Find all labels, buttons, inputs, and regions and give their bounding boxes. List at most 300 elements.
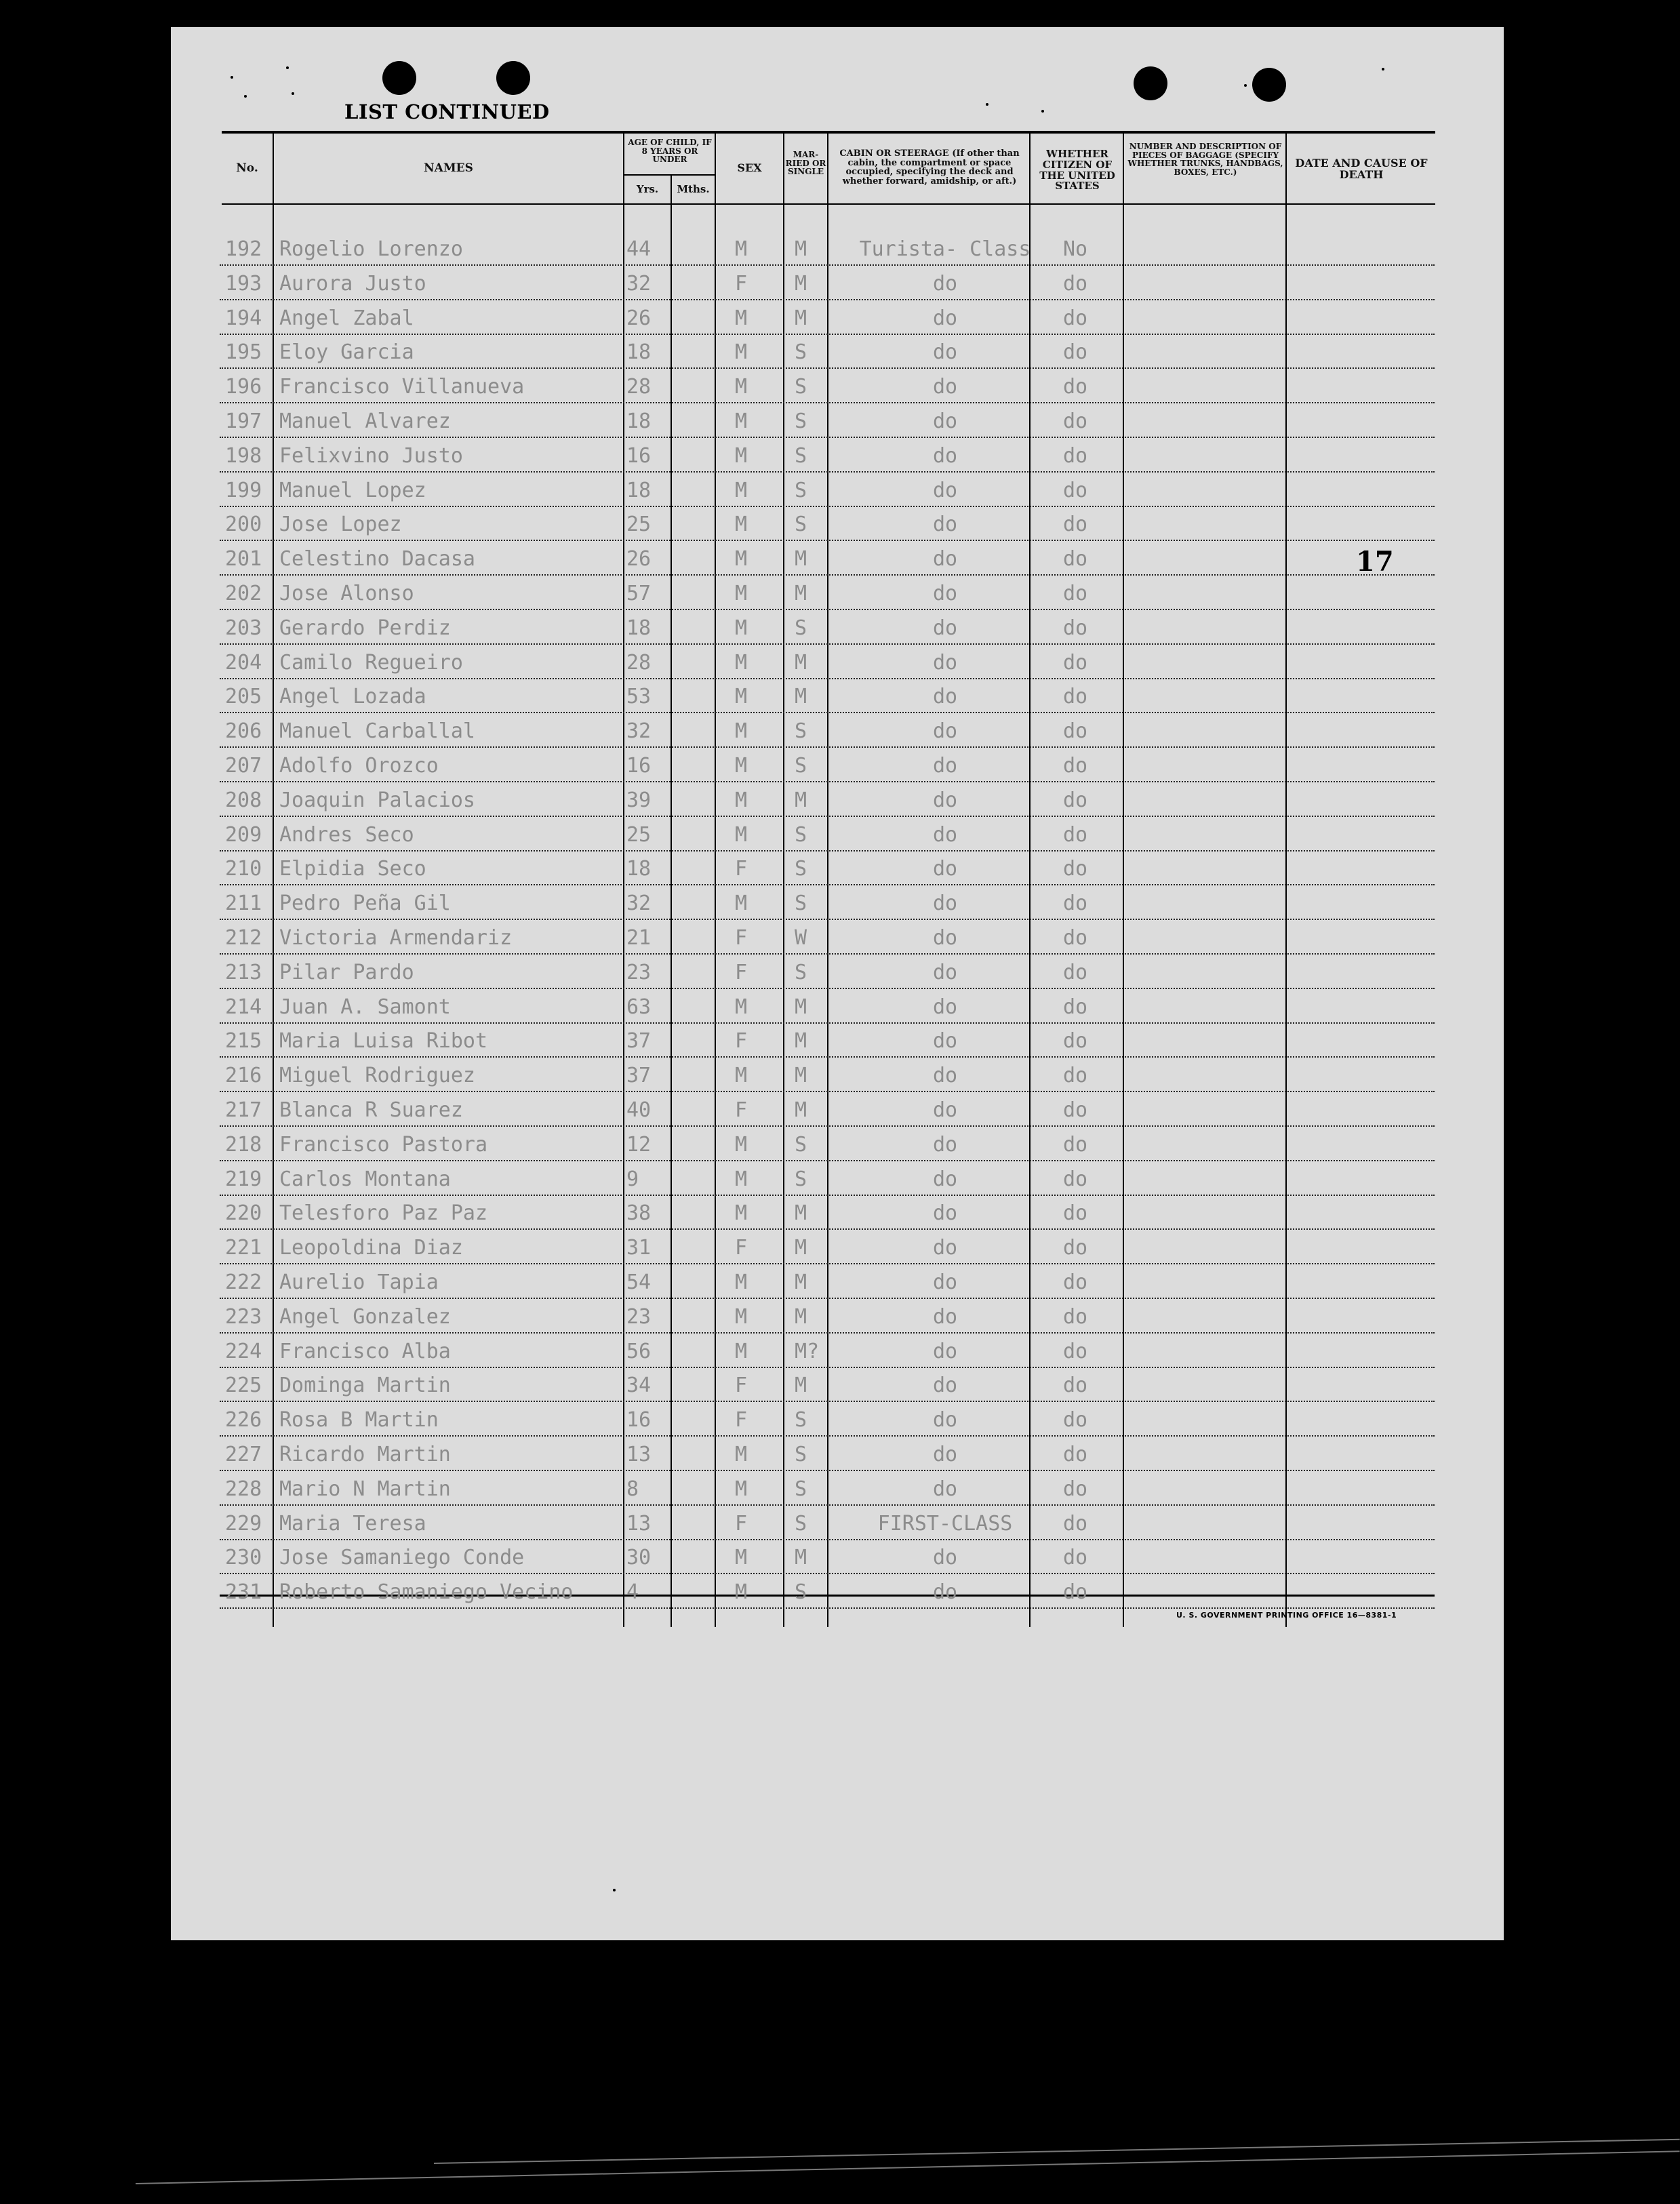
table-row — [220, 1574, 1435, 1609]
table-row — [220, 368, 1435, 403]
citizen-status: do — [1062, 1098, 1088, 1122]
sex-value: F — [735, 1236, 748, 1260]
passenger-name: Eloy Garcia — [279, 340, 414, 365]
sex-value: M — [735, 1304, 748, 1329]
cabin-class: do — [932, 478, 958, 502]
citizen-status: do — [1062, 960, 1088, 984]
age-years: 18 — [626, 857, 652, 881]
age-years: 23 — [626, 1304, 652, 1329]
passenger-name: Dominga Martin — [279, 1374, 451, 1398]
age-years: 21 — [626, 926, 652, 950]
passenger-name: Elpidia Seco — [279, 857, 426, 881]
passenger-name: Jose Alonso — [279, 582, 414, 605]
col-yrs-header: Yrs. — [636, 183, 659, 195]
marital-status: S — [795, 1408, 807, 1432]
passenger-name: Francisco Alba — [279, 1339, 451, 1363]
passenger-name: Gerardo Perdiz — [279, 616, 451, 640]
col-age-header: AGE OF CHILD, IF 8 YEARS OR UNDER — [628, 138, 712, 165]
age-years: 18 — [626, 409, 652, 433]
age-years: 23 — [626, 960, 652, 984]
row-number: 218 — [225, 1132, 262, 1157]
citizen-status: do — [1062, 1477, 1088, 1501]
age-years: 8 — [626, 1477, 639, 1501]
citizen-status: do — [1062, 340, 1088, 365]
cabin-class: do — [932, 582, 958, 605]
passenger-name: Angel Lozada — [279, 685, 426, 709]
cabin-class: do — [932, 1201, 958, 1226]
table-row — [220, 300, 1435, 335]
passenger-name: Pedro Peña Gil — [279, 891, 451, 916]
citizen-status: do — [1062, 478, 1088, 502]
table-row — [220, 919, 1435, 955]
row-number: 222 — [225, 1270, 262, 1294]
age-years: 56 — [626, 1339, 652, 1363]
col-mths-header: Mths. — [677, 183, 710, 195]
passenger-name: Felixvino Justo — [279, 443, 463, 468]
citizen-status: do — [1062, 306, 1088, 330]
col-cabin-header: CABIN OR STEERAGE (If other than cabin, the compartment or space occupied, specifying the deck and whether forward, amidship, or aft.) — [839, 148, 1020, 186]
table-row — [220, 713, 1435, 748]
age-years: 12 — [626, 1132, 652, 1157]
cabin-class: do — [932, 1029, 958, 1054]
passenger-name: Carlos Montana — [279, 1167, 451, 1191]
marital-status: M — [795, 995, 807, 1019]
cabin-class: do — [932, 1339, 958, 1363]
age-years: 32 — [626, 719, 652, 744]
table-row — [220, 1539, 1435, 1574]
sex-value: M — [735, 1477, 748, 1501]
sex-value: M — [735, 306, 748, 330]
marital-status: S — [795, 754, 807, 778]
sex-value: F — [735, 1511, 748, 1536]
marital-status: M — [795, 547, 807, 572]
age-years: 32 — [626, 891, 652, 916]
passenger-name: Camilo Regueiro — [279, 650, 463, 675]
cabin-class: do — [932, 375, 958, 399]
cabin-class: do — [932, 960, 958, 984]
table-row — [220, 231, 1435, 266]
sex-value: F — [735, 271, 748, 296]
sex-value: M — [735, 478, 748, 502]
citizen-status: do — [1062, 1580, 1088, 1605]
citizen-status: do — [1062, 1304, 1088, 1329]
table-row — [220, 1126, 1435, 1161]
row-number: 210 — [225, 857, 262, 881]
passenger-name: Angel Zabal — [279, 306, 414, 330]
passenger-name: Manuel Lopez — [279, 478, 426, 502]
marital-status: S — [795, 409, 807, 433]
citizen-status: do — [1062, 443, 1088, 468]
marital-status: M — [795, 1029, 807, 1054]
passenger-name: Maria Luisa Ribot — [279, 1029, 488, 1054]
row-number: 226 — [225, 1408, 262, 1432]
row-number: 213 — [225, 960, 262, 984]
cabin-class: do — [932, 271, 958, 296]
marital-status: M — [795, 1270, 807, 1294]
table-row — [220, 506, 1435, 541]
citizen-status: do — [1062, 822, 1088, 847]
citizen-status: do — [1062, 1339, 1088, 1363]
citizen-status: do — [1062, 1064, 1088, 1088]
marital-status: M — [795, 788, 807, 812]
citizen-status: do — [1062, 1374, 1088, 1398]
row-number: 219 — [225, 1167, 262, 1191]
row-number: 215 — [225, 1029, 262, 1054]
citizen-status: do — [1062, 995, 1088, 1019]
col-sex-header: SEX — [737, 161, 762, 174]
row-number: 228 — [225, 1477, 262, 1501]
table-row — [220, 1264, 1435, 1299]
citizen-status: do — [1062, 375, 1088, 399]
cabin-class: do — [932, 822, 958, 847]
punch-hole — [496, 61, 530, 95]
age-years: 4 — [626, 1580, 639, 1605]
sex-value: F — [735, 960, 748, 984]
marital-status: S — [795, 1511, 807, 1536]
table-row — [220, 609, 1435, 645]
sex-value: M — [735, 891, 748, 916]
age-years: 63 — [626, 995, 652, 1019]
marital-status: M — [795, 650, 807, 675]
marital-status: M — [795, 1236, 807, 1260]
table-row — [220, 403, 1435, 438]
citizen-status: do — [1062, 1029, 1088, 1054]
cabin-class: do — [932, 1374, 958, 1398]
cabin-class: do — [932, 995, 958, 1019]
cabin-class: do — [932, 306, 958, 330]
marital-status: S — [795, 891, 807, 916]
table-row — [220, 1091, 1435, 1127]
table-row — [220, 816, 1435, 851]
citizen-status: do — [1062, 650, 1088, 675]
sex-value: M — [735, 1443, 748, 1466]
marital-status: S — [795, 719, 807, 744]
age-years: 13 — [626, 1443, 652, 1466]
age-years: 44 — [626, 237, 652, 261]
marital-status: M — [795, 1201, 807, 1226]
sex-value: M — [735, 685, 748, 709]
col-death-header: DATE AND CAUSE OF DEATH — [1295, 157, 1428, 181]
sex-value: M — [735, 443, 748, 468]
sex-value: M — [735, 547, 748, 572]
row-number: 194 — [225, 306, 262, 330]
table-row — [220, 575, 1435, 610]
sex-value: M — [735, 1201, 748, 1226]
passenger-name: Miguel Rodriguez — [279, 1064, 475, 1088]
sex-value: M — [735, 1132, 748, 1157]
row-number: 220 — [225, 1201, 262, 1226]
age-years: 54 — [626, 1270, 652, 1294]
age-years: 18 — [626, 616, 652, 640]
cabin-class: do — [932, 443, 958, 468]
passenger-name: Angel Gonzalez — [279, 1304, 451, 1329]
marital-status: S — [795, 616, 807, 640]
cabin-class: do — [932, 891, 958, 916]
marital-status: M — [795, 306, 807, 330]
cabin-class: do — [932, 719, 958, 744]
cabin-class: do — [932, 1167, 958, 1191]
sex-value: M — [735, 375, 748, 399]
marital-status: W — [795, 926, 807, 950]
table-row — [220, 1298, 1435, 1334]
table-row — [220, 334, 1435, 369]
age-years: 18 — [626, 340, 652, 365]
age-years: 18 — [626, 478, 652, 502]
row-number: 199 — [225, 478, 262, 502]
cabin-class: do — [932, 1132, 958, 1157]
marital-status: M — [795, 582, 807, 605]
row-number: 212 — [225, 926, 262, 950]
age-years: 28 — [626, 650, 652, 675]
table-row — [220, 265, 1435, 300]
row-number: 200 — [225, 513, 262, 537]
row-number: 196 — [225, 375, 262, 399]
age-years: 31 — [626, 1236, 652, 1260]
sex-value: F — [735, 1029, 748, 1054]
marital-status: M — [795, 237, 807, 261]
age-years: 30 — [626, 1546, 652, 1570]
marital-status: S — [795, 960, 807, 984]
sex-value: M — [735, 582, 748, 605]
table-row — [220, 1229, 1435, 1264]
sex-value: M — [735, 1546, 748, 1570]
table-row — [220, 1333, 1435, 1368]
citizen-status: No — [1062, 237, 1088, 261]
sex-value: F — [735, 926, 748, 950]
sex-value: M — [735, 1167, 748, 1191]
passenger-name: Francisco Villanueva — [279, 375, 525, 399]
passenger-name: Juan A. Samont — [279, 995, 451, 1019]
passenger-name: Manuel Alvarez — [279, 409, 451, 433]
cabin-class: do — [932, 1443, 958, 1466]
punch-hole — [1252, 68, 1286, 102]
passenger-name: Victoria Armendariz — [279, 926, 513, 950]
passenger-name: Francisco Pastora — [279, 1132, 488, 1157]
table-row — [220, 1436, 1435, 1471]
citizen-status: do — [1062, 1167, 1088, 1191]
marital-status: S — [795, 375, 807, 399]
citizen-status: do — [1062, 1270, 1088, 1294]
cabin-class: do — [932, 1408, 958, 1432]
age-years: 28 — [626, 375, 652, 399]
marital-status: S — [795, 443, 807, 468]
age-years: 16 — [626, 443, 652, 468]
marital-status: S — [795, 1132, 807, 1157]
sex-value: M — [735, 1580, 748, 1605]
marital-status: S — [795, 857, 807, 881]
marital-status: S — [795, 1167, 807, 1191]
sex-value: F — [735, 1098, 748, 1122]
citizen-status: do — [1062, 1408, 1088, 1432]
marital-status: S — [795, 340, 807, 365]
marital-status: M — [795, 1098, 807, 1122]
age-years: 26 — [626, 306, 652, 330]
punch-hole — [1134, 66, 1167, 100]
citizen-status: do — [1062, 754, 1088, 778]
passenger-name: Pilar Pardo — [279, 960, 414, 984]
marital-status: M — [795, 271, 807, 296]
table-row — [220, 1470, 1435, 1506]
sex-value: M — [735, 822, 748, 847]
cabin-class: do — [932, 788, 958, 812]
cabin-class: do — [932, 1064, 958, 1088]
sex-value: M — [735, 754, 748, 778]
row-number: 193 — [225, 271, 262, 296]
citizen-status: do — [1062, 788, 1088, 812]
row-number: 211 — [225, 891, 262, 916]
passenger-name: Rosa B Martin — [279, 1408, 439, 1432]
sex-value: M — [735, 719, 748, 744]
row-number: 197 — [225, 409, 262, 433]
passenger-name: Mario N Martin — [279, 1477, 451, 1501]
cabin-class: do — [932, 409, 958, 433]
cabin-class: do — [932, 685, 958, 709]
age-years: 40 — [626, 1098, 652, 1122]
citizen-status: do — [1062, 685, 1088, 709]
row-number: 216 — [225, 1064, 262, 1088]
table-row — [220, 1505, 1435, 1540]
citizen-status: do — [1062, 1132, 1088, 1157]
passenger-name: Andres Seco — [279, 822, 414, 847]
cabin-class: do — [932, 1098, 958, 1122]
table-row — [220, 540, 1435, 576]
table-row — [220, 1401, 1435, 1437]
marital-status: M — [795, 1546, 807, 1570]
manifest-sheet — [171, 27, 1504, 1940]
printer-mark: U. S. GOVERNMENT PRINTING OFFICE 16—8381-1 — [1176, 1611, 1397, 1620]
table-row — [220, 1195, 1435, 1230]
age-years: 25 — [626, 513, 652, 537]
citizen-status: do — [1062, 857, 1088, 881]
citizen-status: do — [1062, 547, 1088, 572]
sex-value: M — [735, 650, 748, 675]
sex-value: M — [735, 237, 748, 261]
passenger-name: Telesforo Paz Paz — [279, 1201, 488, 1226]
citizen-status: do — [1062, 1443, 1088, 1466]
sex-value: M — [735, 788, 748, 812]
cabin-class: do — [932, 1270, 958, 1294]
age-years: 53 — [626, 685, 652, 709]
sex-value: F — [735, 1374, 748, 1398]
table-row — [220, 782, 1435, 817]
row-number: 192 — [225, 237, 262, 261]
marital-status: M — [795, 1064, 807, 1088]
sex-value: M — [735, 1339, 748, 1363]
passenger-name: Jose Lopez — [279, 513, 402, 537]
punch-hole — [382, 61, 416, 95]
citizen-status: do — [1062, 1511, 1088, 1536]
row-number: 230 — [225, 1546, 262, 1570]
cabin-class: do — [932, 650, 958, 675]
marital-status: S — [795, 478, 807, 502]
cabin-class: do — [932, 547, 958, 572]
row-number: 208 — [225, 788, 262, 812]
citizen-status: do — [1062, 616, 1088, 640]
sex-value: M — [735, 409, 748, 433]
col-names-header: NAMES — [424, 161, 473, 175]
marital-status: S — [795, 1477, 807, 1501]
cabin-class: do — [932, 857, 958, 881]
passenger-name: Ricardo Martin — [279, 1443, 451, 1466]
sex-value: M — [735, 995, 748, 1019]
citizen-status: do — [1062, 1201, 1088, 1226]
citizen-status: do — [1062, 1546, 1088, 1570]
row-number: 223 — [225, 1304, 262, 1329]
marital-status: S — [795, 1580, 807, 1605]
sex-value: M — [735, 513, 748, 537]
table-row — [220, 1367, 1435, 1402]
table-row — [220, 1022, 1435, 1058]
marital-status: S — [795, 513, 807, 537]
col-married-header: MAR-RIED OR SINGLE — [785, 150, 826, 177]
cabin-class: do — [932, 513, 958, 537]
age-years: 9 — [626, 1167, 639, 1191]
passenger-name: Joaquin Palacios — [279, 788, 475, 812]
row-number: 227 — [225, 1443, 262, 1466]
age-years: 16 — [626, 1408, 652, 1432]
row-number: 204 — [225, 650, 262, 675]
passenger-name: Aurora Justo — [279, 271, 426, 296]
row-number: 203 — [225, 616, 262, 640]
row-number: 205 — [225, 685, 262, 709]
table-row — [220, 437, 1435, 473]
header-bottom-rule — [222, 203, 1435, 205]
row-number: 207 — [225, 754, 262, 778]
sex-value: F — [735, 1408, 748, 1432]
cabin-class: do — [932, 1546, 958, 1570]
sex-value: F — [735, 857, 748, 881]
citizen-status: do — [1062, 271, 1088, 296]
row-number: 225 — [225, 1374, 262, 1398]
passenger-name: Leopoldina Diaz — [279, 1236, 463, 1260]
list-heading: LIST CONTINUED — [344, 100, 550, 123]
row-number: 198 — [225, 443, 262, 468]
age-years: 57 — [626, 582, 652, 605]
page-number: 17 — [1356, 546, 1394, 578]
table-row — [220, 678, 1435, 713]
citizen-status: do — [1062, 719, 1088, 744]
age-years: 26 — [626, 547, 652, 572]
table-row — [220, 850, 1435, 885]
cabin-class: do — [932, 340, 958, 365]
age-years: 38 — [626, 1201, 652, 1226]
row-number: 195 — [225, 340, 262, 365]
citizen-status: do — [1062, 409, 1088, 433]
age-years: 16 — [626, 754, 652, 778]
table-row — [220, 644, 1435, 679]
age-years: 25 — [626, 822, 652, 847]
marital-status: S — [795, 822, 807, 847]
marital-status: M? — [795, 1339, 820, 1363]
cabin-class: do — [932, 1304, 958, 1329]
sex-value: M — [735, 616, 748, 640]
citizen-status: do — [1062, 1236, 1088, 1260]
passenger-name: Adolfo Orozco — [279, 754, 439, 778]
age-years: 37 — [626, 1064, 652, 1088]
age-years: 34 — [626, 1374, 652, 1398]
passenger-name: Manuel Carballal — [279, 719, 475, 744]
passenger-name: Maria Teresa — [279, 1511, 426, 1536]
col-no-header: No. — [236, 161, 258, 175]
citizen-status: do — [1062, 926, 1088, 950]
citizen-status: do — [1062, 582, 1088, 605]
sex-value: M — [735, 1270, 748, 1294]
row-number: 217 — [225, 1098, 262, 1122]
cabin-class: do — [932, 754, 958, 778]
citizen-status: do — [1062, 513, 1088, 537]
row-number: 201 — [225, 547, 262, 572]
age-years: 39 — [626, 788, 652, 812]
